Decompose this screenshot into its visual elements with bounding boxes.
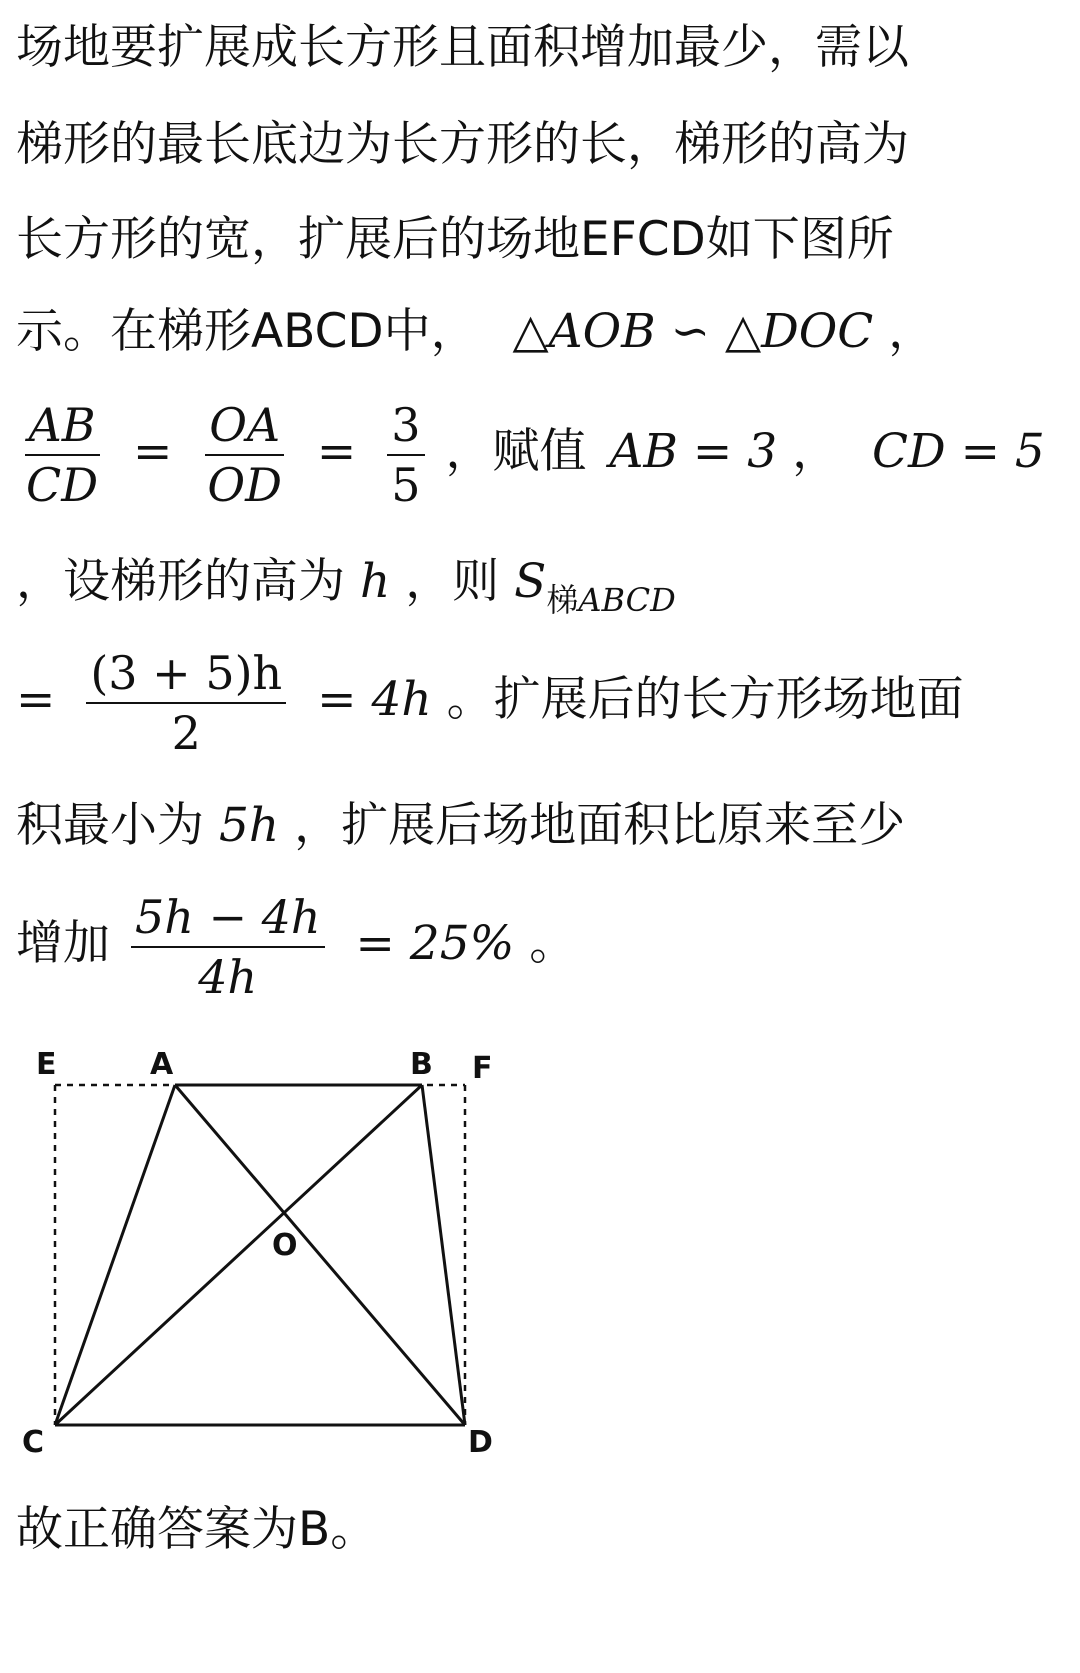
label-c: C [22,1425,45,1460]
fraction-numerator: AB [25,396,100,456]
label-d: D [468,1425,493,1460]
fraction-ab-cd [22,396,102,514]
text-line-6 [16,552,676,619]
fraction-oa-od [203,396,286,514]
line-text: 示。在梯形ABCD中， [16,304,478,359]
diagonal-bc [55,1085,422,1425]
text-line-8 [16,796,905,856]
label-f: F [472,1051,493,1086]
line-text: 长方形的宽，扩展后的场地EFCD如下图所 [16,212,894,267]
fraction-denominator: OD [207,457,282,512]
edge-ac [55,1085,175,1425]
label-a: A [150,1047,174,1082]
height-symbol: h [359,554,391,609]
equals-sign: = [316,424,357,479]
fraction-3-5 [387,396,424,514]
area-subscript [546,581,675,619]
fraction-trapezoid-area [86,644,286,762]
fraction-numerator: (3 + 5)h [86,644,286,704]
line-text: ，扩展后场地面积比原来至少 [294,798,906,853]
percent-result: = 25% [355,916,515,971]
area-result: = 4h [317,672,432,727]
fraction-numerator: 3 [387,396,424,456]
period: 。 [529,916,577,971]
fraction-denominator: CD [26,457,99,512]
fraction-increase [131,888,325,1006]
fraction-denominator: 2 [171,705,201,760]
text-line-4 [16,302,935,362]
line-text: 场地要扩展成长方形且面积增加最少，需以 [16,20,909,75]
line-text: 梯形的最长底边为长方形的长，梯形的高为 [16,117,909,172]
cd-value: CD = 5 [872,424,1045,479]
equals-sign: = [16,672,56,727]
rect-area: 5h [218,798,280,853]
similar-triangles-formula: △AOB ∽ △DOC [512,304,874,359]
label-o: O [272,1228,298,1263]
fraction-denominator: 4h [198,949,258,1004]
comma: ， [888,304,936,359]
final-answer [16,1500,377,1560]
equals-sign: = [133,424,173,479]
subscript-cn: 梯 [546,581,579,619]
line-text: 增加 [16,916,110,971]
subscript-letters: ABCD [578,581,676,619]
final-answer-text: 故正确答案为B。 [16,1502,378,1557]
ab-value: AB = 3 [609,424,778,479]
text-line-5 [16,392,1045,514]
line-text: ，则 [405,554,500,609]
assign-label: ，赋值 [445,424,587,479]
text-line-3 [16,210,894,270]
edge-bd [422,1085,465,1425]
area-symbol: S [514,554,547,609]
text-line-1 [16,18,909,78]
text-line-9 [16,884,576,1006]
comma: ， [792,424,840,479]
line-text: 积最小为 [16,798,204,853]
line-text: 。扩展后的长方形场地面 [446,672,964,727]
line-text: ，设梯形的高为 [16,554,345,609]
text-line-7 [16,640,964,762]
fraction-denominator: 5 [391,457,421,512]
diagonal-ad [175,1085,465,1425]
label-b: B [410,1047,433,1082]
fraction-numerator: 5h − 4h [131,888,325,948]
fraction-numerator: OA [205,396,284,456]
trapezoid-diagram [0,1040,540,1480]
label-e: E [36,1047,57,1082]
text-line-2 [16,115,909,175]
